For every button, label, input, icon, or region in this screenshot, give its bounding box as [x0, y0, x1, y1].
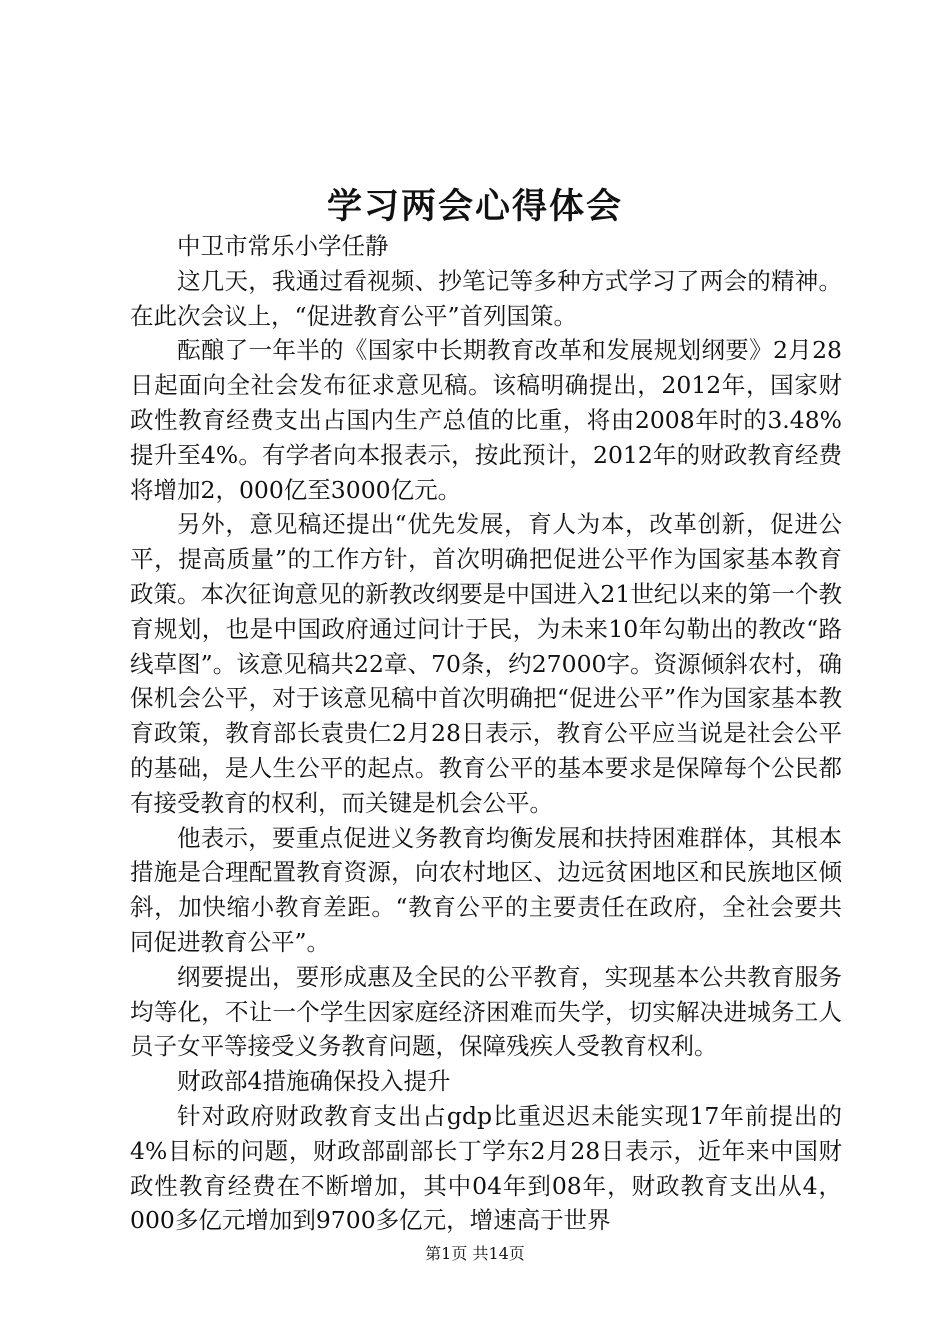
paragraph: 针对政府财政教育支出占gdp比重迟迟未能实现17年前提出的4%目标的问题，财政部副部长丁学东2月28日表示，近年来中国财政性教育经费在不断增加，其中04年到08年，财政教育支出从4，000多亿元增加到9700多亿元，增速高于世界 — [130, 1101, 842, 1235]
paragraph: 这几天，我通过看视频、抄笔记等多种方式学习了两会的精神。在此次会议上，“促进教育公平”首列国策。 — [130, 266, 842, 330]
document-body — [130, 229, 842, 1238]
paragraph: 酝酿了一年半的《国家中长期教育改革和发展规划纲要》2月28日起面向全社会发布征求意见稿。该稿明确提出，2012年，国家财政性教育经费支出占国内生产总值的比重，将由2008年时的3.48%提升至4%。有学者向本报表示，按此预计，2012年的财政教育经费将增加2，000亿至3000亿元。 — [130, 336, 842, 504]
paragraph: 另外，意见稿还提出“优先发展，育人为本，改革创新，促进公平，提高质量”的工作方针，首次明确把促进公平作为国家基本教育政策。本次征询意见的新教改纲要是中国进入21世纪以来的第一个教育规划，也是中国政府通过问计于民，为未来10年勾勒出的教改“路线草图”。该意见稿共22章、70条，约27000字。资源倾斜农村，确保机会公平，对于该意见稿中首次明确把“促进公平”作为国家基本教育政策，教育部长袁贵仁2月28日表示，教育公平应当说是社会公平的基础，是人生公平的起点。教育公平的基本要求是保障每个公民都有接受教育的权利，而关键是机会公平。 — [130, 510, 842, 817]
document-title: 学习两会心得体会 — [326, 186, 623, 227]
section-heading: 财政部4措施确保投入提升 — [177, 1067, 451, 1096]
page-footer: 第1页 共14页 — [425, 1244, 525, 1263]
author-line: 中卫市常乐小学任静 — [177, 232, 389, 260]
paragraph: 纲要提出，要形成惠及全民的公平教育，实现基本公共教育服务均等化，不让一个学生因家庭经济困难而失学，切实解决进城务工人员子女平等接受义务教育问题，保障残疾人受教育权利。 — [130, 962, 842, 1061]
paragraph: 他表示，要重点促进义务教育均衡发展和扶持困难群体，其根本措施是合理配置教育资源，向农村地区、边远贫困地区和民族地区倾斜，加快缩小教育差距。“教育公平的主要责任在政府，全社会要共同促进教育公平”。 — [130, 823, 842, 956]
